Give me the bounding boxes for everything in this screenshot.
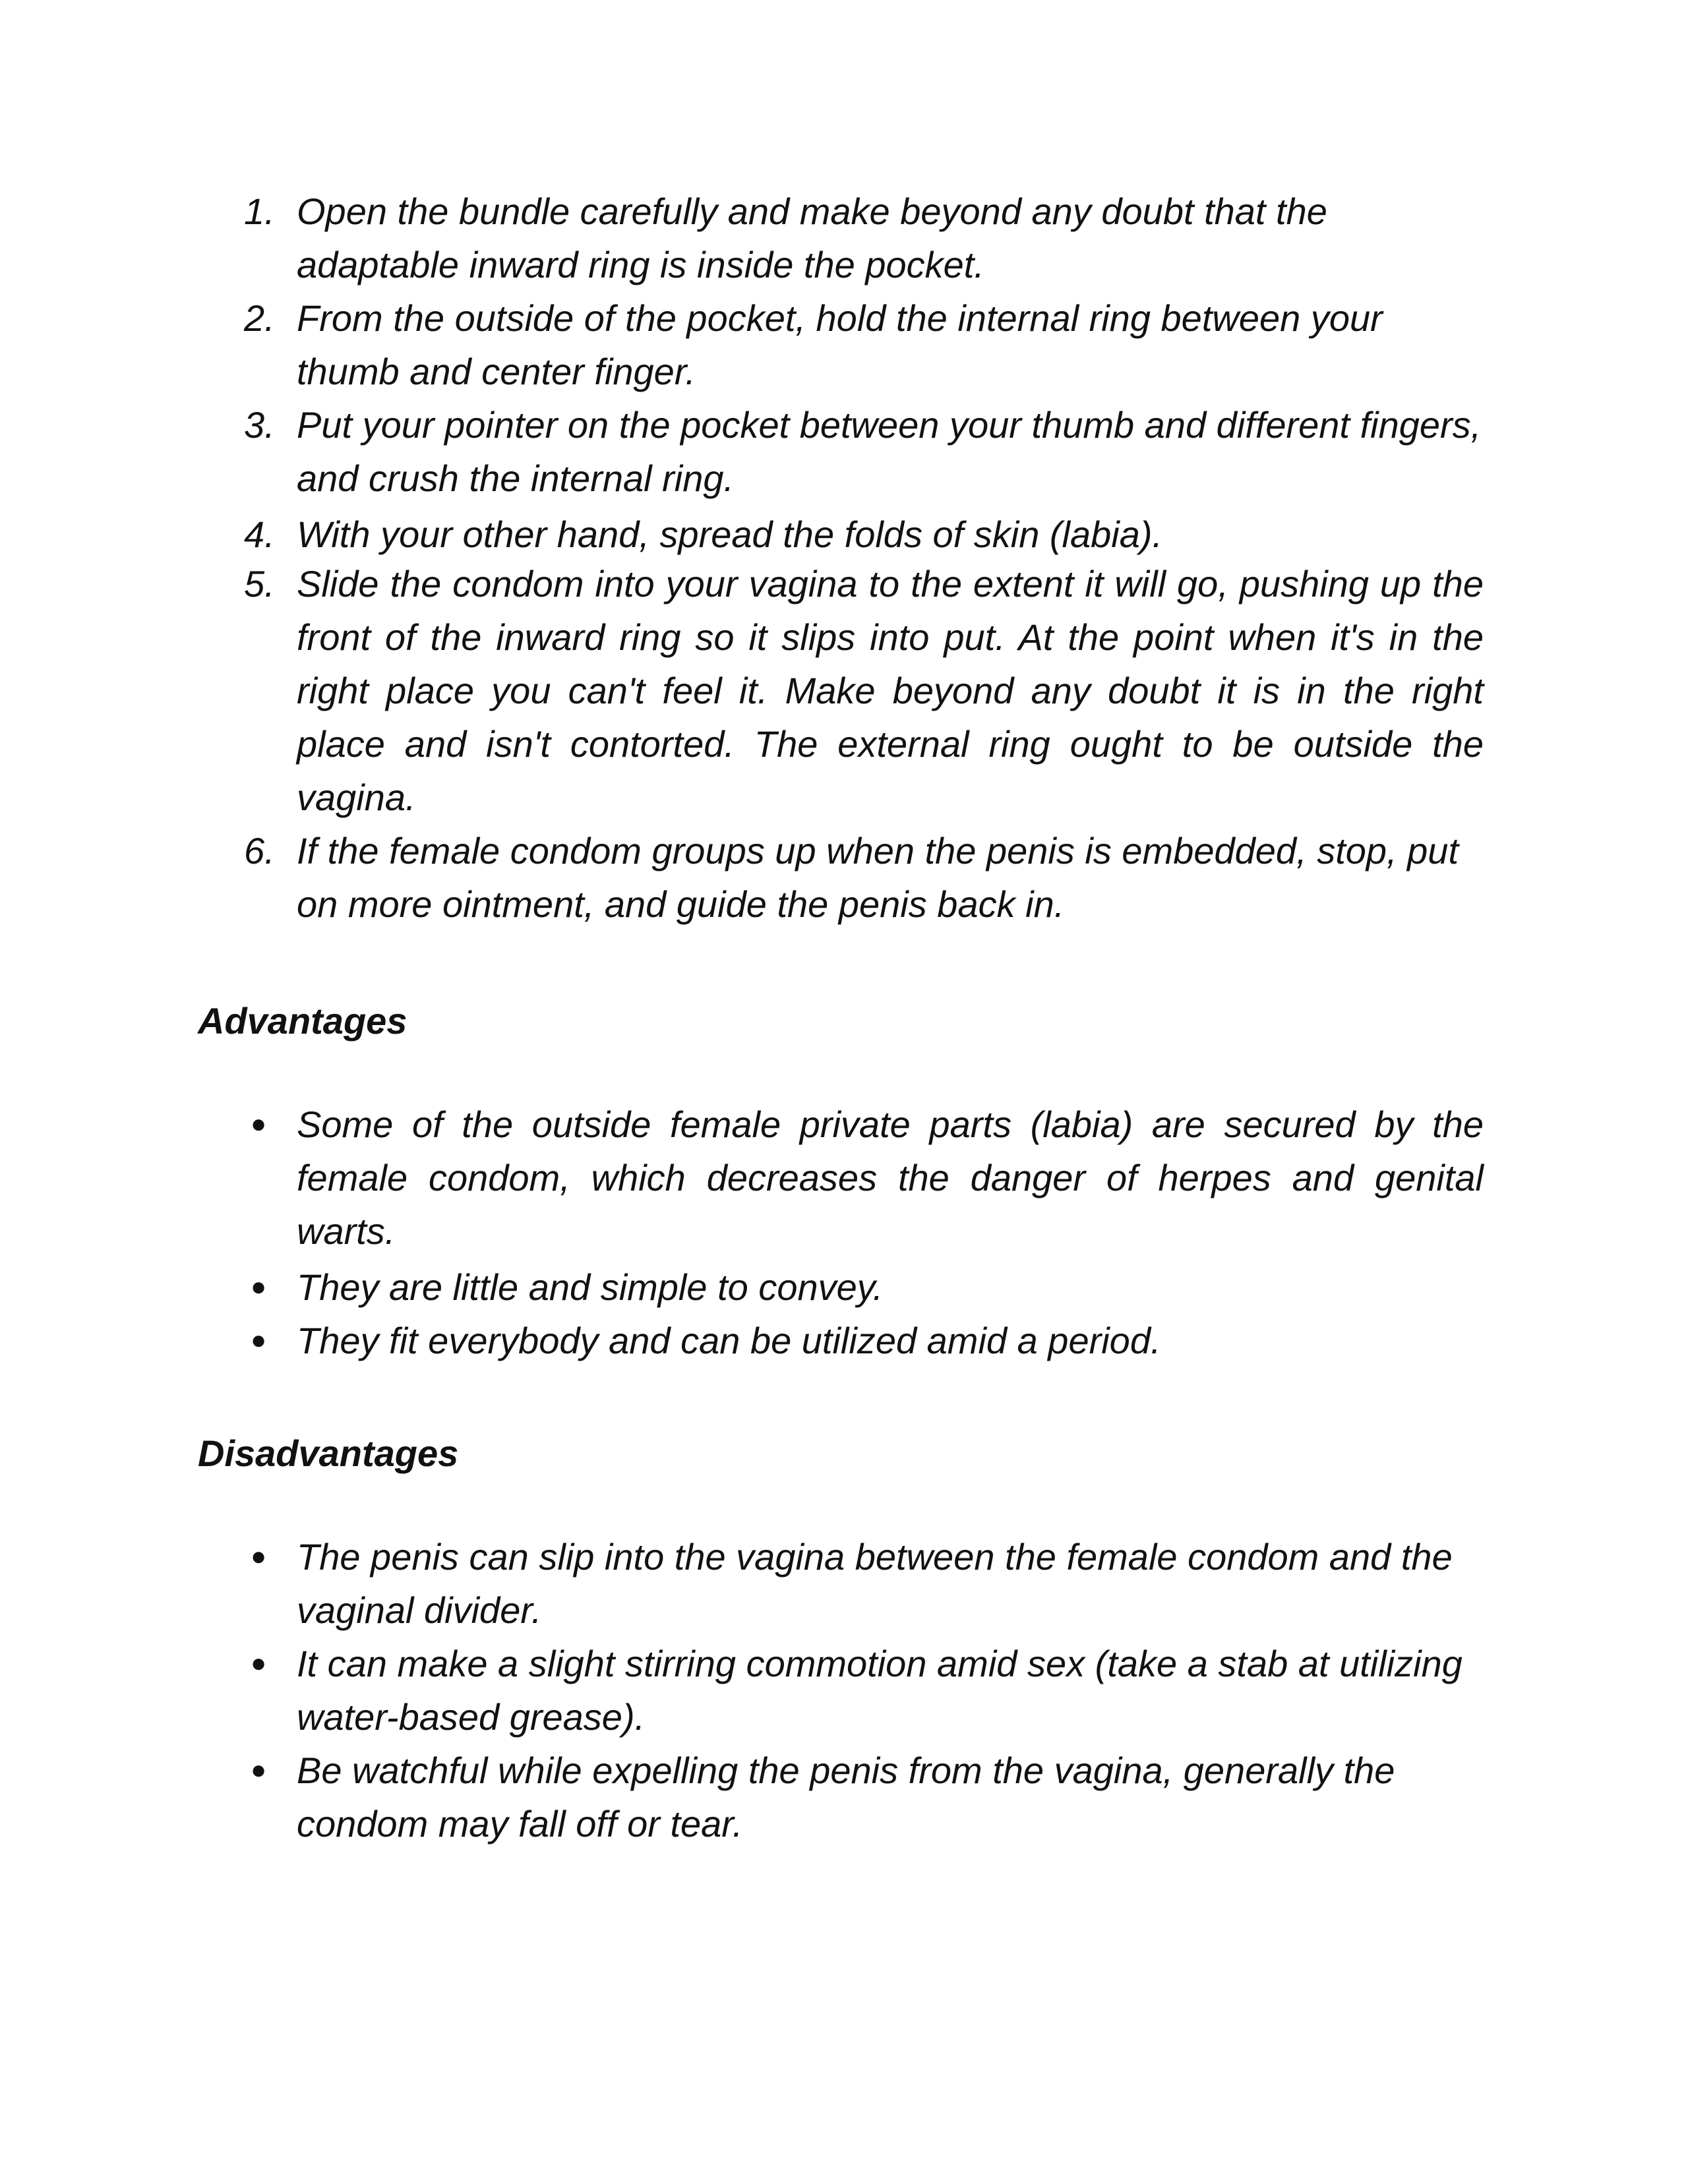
step-item [198, 508, 1484, 561]
step-text: With your other hand, spread the folds of skin (labia). [297, 514, 1163, 555]
step-text: Put your pointer on the pocket between your thumb and different fingers, and crush the internal ring. [297, 404, 1482, 499]
step-text: Slide the condom into your vagina to the extent it will go, pushing up the front of the inward ring so it slips into put. At the point when it's in the right place you can't feel it. Make beyond any doubt it is in the right place and isn't contorted. The external ring ought to be outside the vagina. [297, 563, 1484, 818]
advantage-item [198, 1098, 1484, 1258]
step-item [198, 824, 1484, 931]
step-item [198, 398, 1484, 505]
step-number: 3. [244, 404, 275, 446]
bullet-icon: ● [251, 1756, 267, 1785]
step-number: 6. [244, 830, 275, 871]
advantage-text: They are little and simple to convey. [297, 1266, 884, 1308]
step-item [198, 185, 1484, 291]
disadvantage-text: The penis can slip into the vagina between the female condom and the vaginal divider. [297, 1536, 1453, 1631]
step-number: 2. [244, 297, 275, 339]
disadvantages-heading: Disadvantages [198, 1432, 459, 1474]
advantage-text: Some of the outside female private parts (labia) are secured by the female condom, which decreases the danger of herpes and genital warts. [297, 1104, 1484, 1252]
step-item [198, 557, 1484, 824]
document-content [198, 185, 1484, 1850]
step-number: 5. [244, 563, 275, 605]
disadvantage-item [198, 1637, 1484, 1744]
bullet-icon: ● [251, 1272, 267, 1301]
bullet-icon: ● [251, 1649, 267, 1678]
disadvantage-item [198, 1530, 1484, 1637]
bullet-icon: ● [251, 1326, 267, 1355]
step-number: 4. [244, 514, 275, 555]
bullet-icon: ● [251, 1542, 267, 1571]
disadvantage-text: Be watchful while expelling the penis from the vagina, generally the condom may fall off or tear. [297, 1750, 1395, 1845]
step-text: From the outside of the pocket, hold the internal ring between your thumb and center finger. [297, 297, 1383, 392]
advantage-item [198, 1314, 1484, 1367]
bullet-icon: ● [251, 1109, 267, 1138]
steps-list [198, 185, 1484, 931]
advantages-list [198, 1098, 1484, 1367]
step-number: 1. [244, 191, 275, 232]
advantage-text: They fit everybody and can be utilized amid a period. [297, 1320, 1161, 1361]
step-item [198, 291, 1484, 398]
disadvantages-list [198, 1530, 1484, 1850]
disadvantage-item [198, 1744, 1484, 1850]
advantages-heading: Advantages [198, 1000, 407, 1042]
advantage-item [198, 1260, 1484, 1314]
disadvantage-text: It can make a slight stirring commotion amid sex (take a stab at utilizing water-based grease). [297, 1643, 1462, 1738]
step-text: If the female condom groups up when the penis is embedded, stop, put on more ointment, and guide the penis back in. [297, 830, 1459, 925]
step-text: Open the bundle carefully and make beyond any doubt that the adaptable inward ring is inside the pocket. [297, 191, 1327, 285]
